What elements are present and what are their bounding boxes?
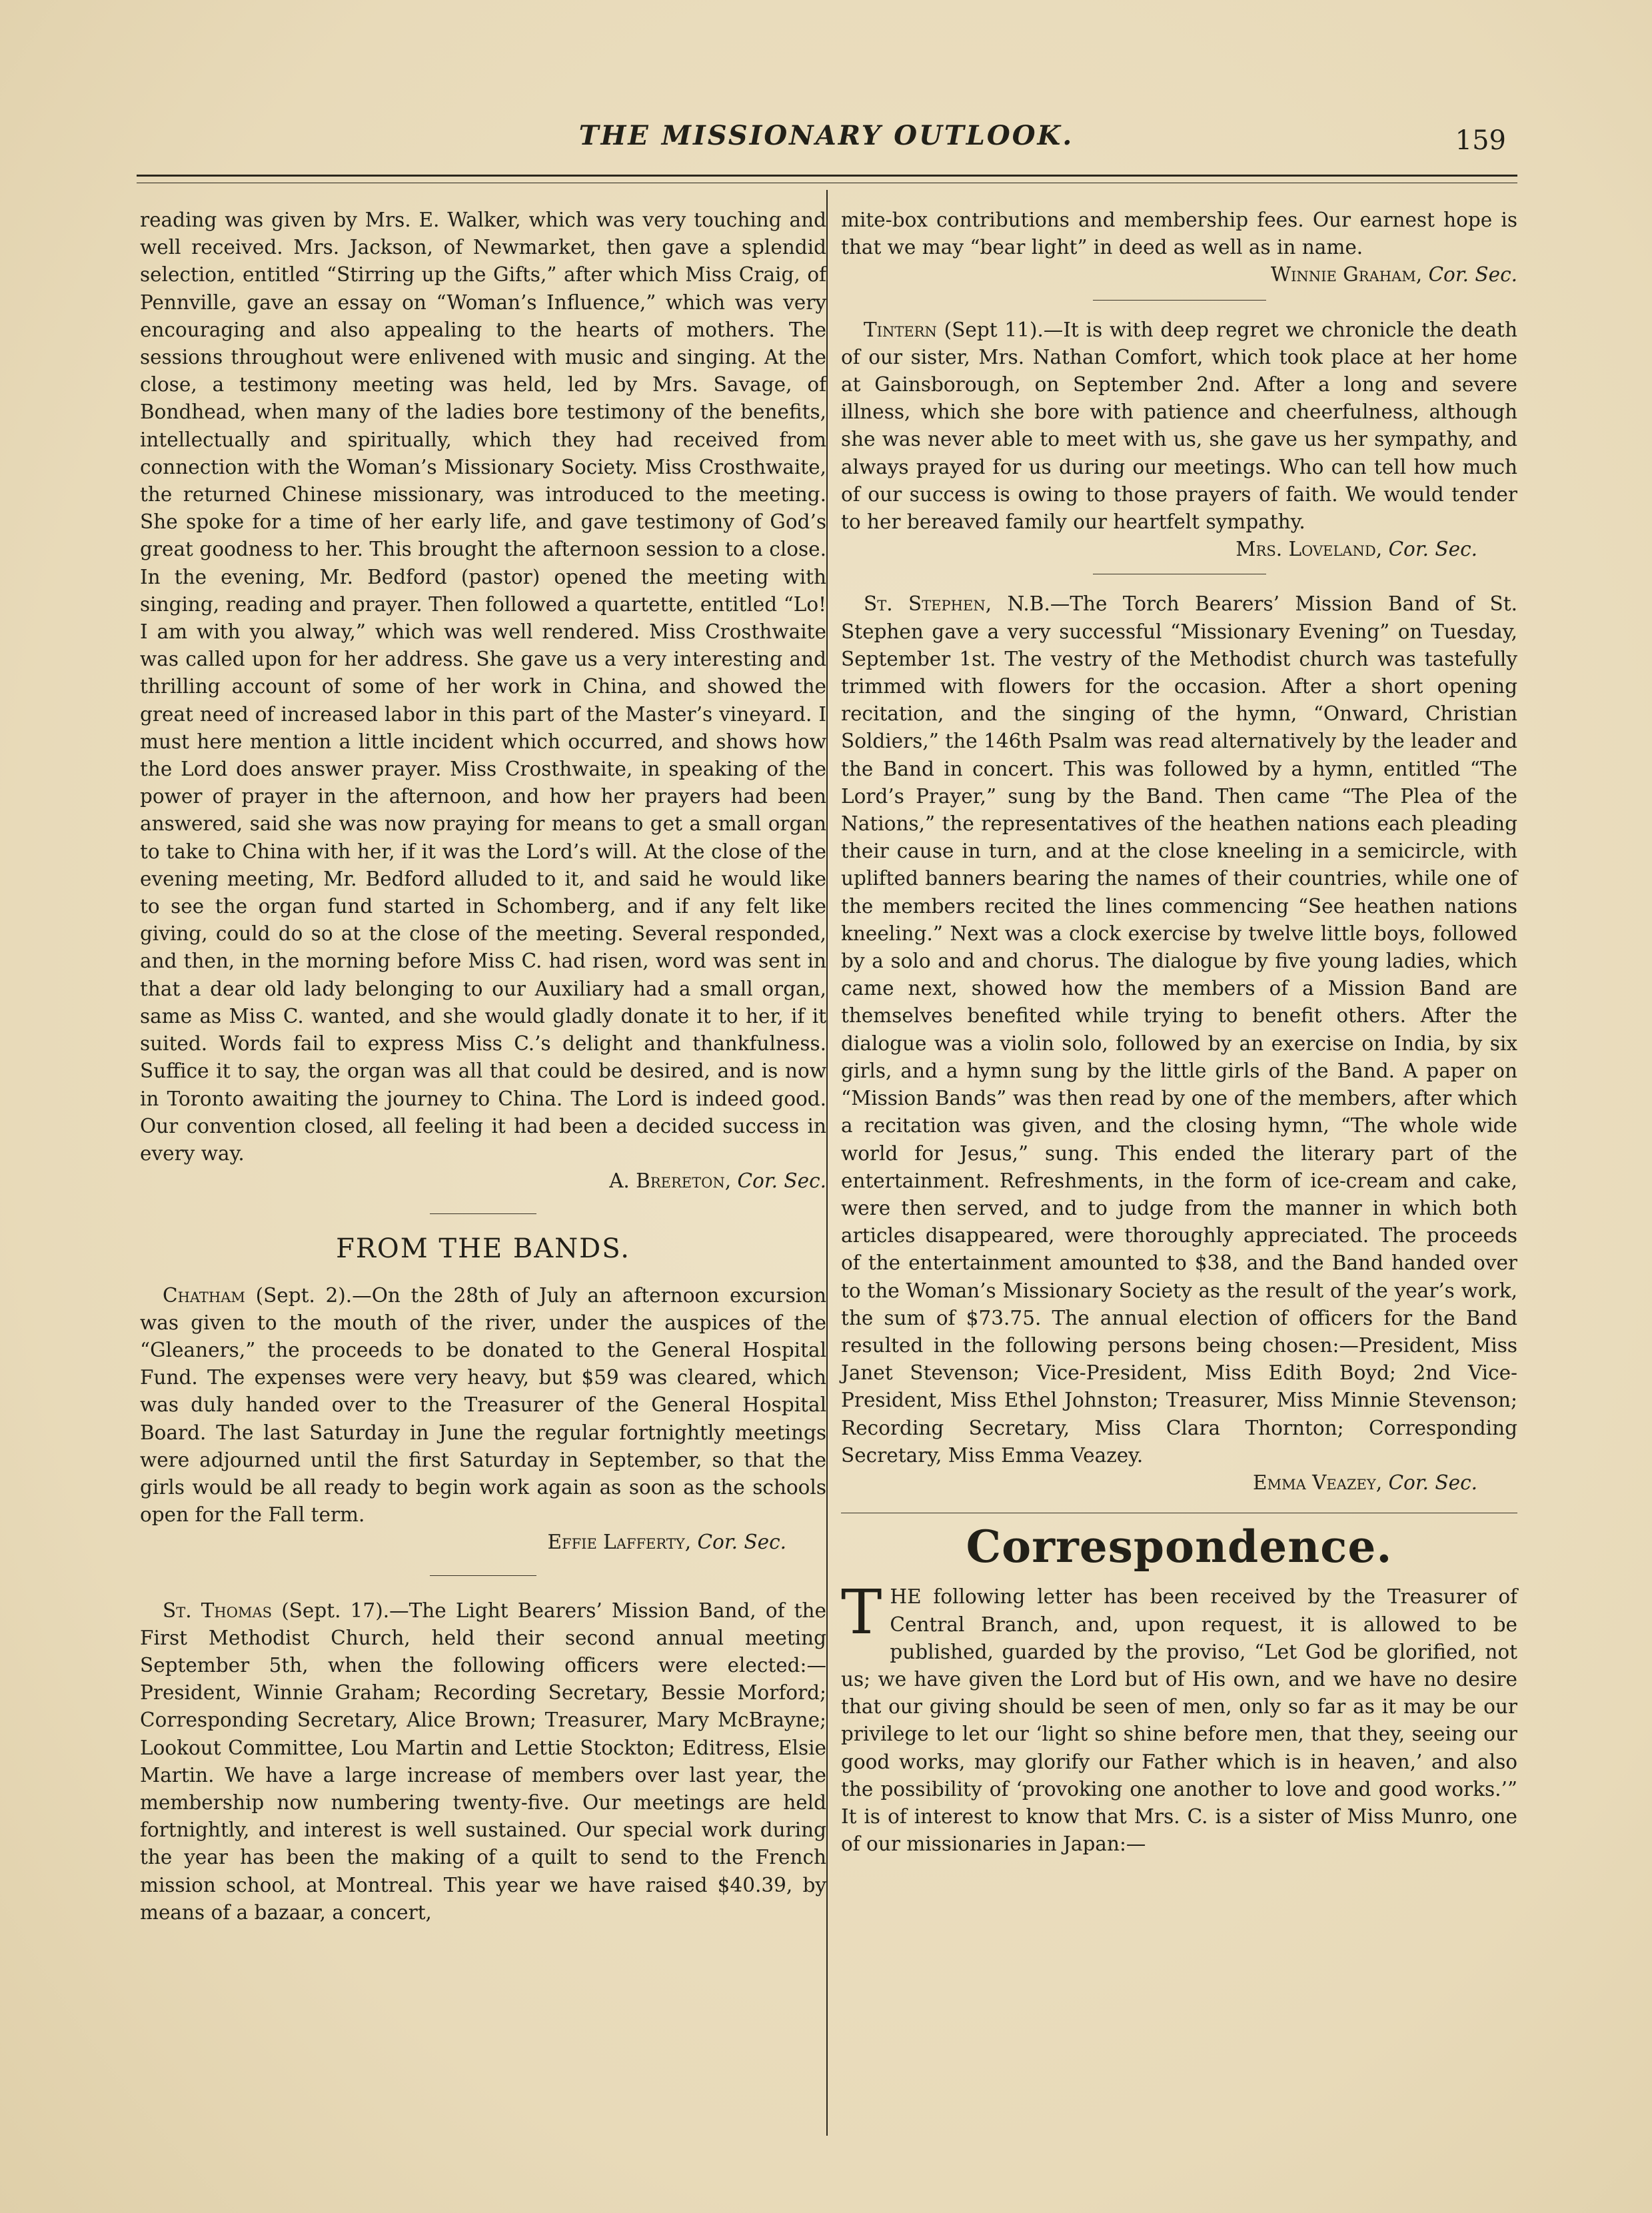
report-body: (Sept. 2).—On the 28th of July an afternoon excursion was given to the mouth of the river, under the auspices of the “Gleaners,” the proceeds to be donated to the General Hospital Fund. The expenses were very heavy, but $59 was cleared, which was duly handed over to the Treasurer of the General Hospital Board. The last Saturday in June the regular fortnightly meetings were adjourned until the first Saturday in September, so that the girls would be all ready to begin work again as soon as the schools open for the Fall term.: [140, 1283, 826, 1527]
tintern-report: [841, 317, 1517, 536]
signature-title: Cor. Sec.: [697, 1531, 786, 1554]
section-heading-bands: FROM THE BANDS.: [336, 1233, 630, 1265]
report-body: —The Torch Bearers’ Mission Band of St. Stephen gave a very successful “Missionary Evening” on Tuesday, September 1st. The vestry of the Methodist church was tastefully trimmed with flowers for the occasion. After a short opening recitation, and the singing of the hymn, “Onward, Christian Soldiers,” the 146th Psalm was read alternatively by the leader and the Band in concert. This was followed by a hymn, entitled “The Lord’s Prayer,” sung by the Band. Then came “The Plea of the Nations,” the representatives of the heathen nations each pleading their cause in turn, and at the close kneeling in a semicircle, with uplifted banners bearing the names of their countries, while one of the members recited the lines commencing “See heathen nations kneeling.” Next was a clock exercise by twelve little boys, followed by a solo and and chorus. The dialogue by five young ladies, which came next, showed how the members of a Mission Band are themselves benefited while trying to benefit others. After the dialogue was a violin solo, followed by an exercise on India, by six girls, and a hymn sung by the little girls of the Band. A paper on “Mission Bands” was then read by one of the members, after which a recitation was given, and the closing hymn, “The whole wide world for Jesus,” sung. This ended the literary part of the entertainment. Refreshments, in the form of ice-cream and cake, were then served, and to judge from the manner in which both articles disappeared, were thoroughly appreciated. The proceeds of the entertainment amounted to $38, and the Band handed over to the Woman’s Missionary Society as the result of the year’s work, the sum of $73.75. The annual election of officers for the Band resulted in the following persons being chosen:—President, Miss Janet Stevenson; Vice-President, Miss Edith Boyd; 2nd Vice-President, Miss Ethel Johnston; Treasurer, Miss Minnie Stevenson; Recording Secretary, Miss Clara Thornton; Corresponding Secretary, Miss Emma Veazey.: [841, 592, 1517, 1467]
signature-title: Cor. Sec.: [1388, 538, 1477, 561]
report-place: St. Thomas: [163, 1599, 273, 1622]
st-thomas-report: [140, 1597, 826, 1926]
signature-name: A. Brereton,: [609, 1169, 732, 1193]
signature-loveland: [841, 536, 1517, 563]
signature-title: Cor. Sec.: [737, 1169, 826, 1193]
correspondence-heading: Correspondence.: [966, 1521, 1393, 1573]
signature-name: Mrs. Loveland,: [1236, 538, 1383, 561]
signature-brereton: [140, 1167, 826, 1195]
correspondence-body: HE following letter has been received by the Treasurer of Central Branch, and, upon request, it is allowed to be published, guarded by the proviso, “Let God be glorified, not us; we have given the Lord but of His own, and we have no desire that our giving should be seen of men, only so far as it may be our privilege to let our ‘light so shine before men, that they, seeing our good works, may glorify our Father which is in heaven,’ and also the possibility of ‘provoking one another to love and good works.’” It is of interest to know that Mrs. C. is a sister of Miss Munro, one of our missionaries in Japan:—: [841, 1585, 1517, 1856]
convention-report-text: reading was given by Mrs. E. Walker, which was very touching and well received. Mrs. Jackson, of Newmarket, then gave a splendid selection, entitled “Stirring up the Gifts,” after which Miss Craig, of Pennville, gave an essay on “Woman’s Influence,” which was very encouraging and also appealing to the hearts of mothers. The sessions throughout were enlivened with music and singing. At the close, a testimony meeting was held, led by Mrs. Savage, of Bondhead, when many of the ladies bore testimony of the benefits, intellectually and spiritually, which they had received from connection with the Woman’s Missionary Society. Miss Crosthwaite, the returned Chinese missionary, was introduced to the meeting. She spoke for a time of her early life, and gave testimony of God’s great goodness to her. This brought the afternoon session to a close. In the evening, Mr. Bedford (pastor) opened the meeting with singing, reading and prayer. Then followed a quartette, entitled “Lo! I am with you alway,” which was well rendered. Miss Crosthwaite was called upon for her address. She gave us a very interesting and thrilling account of some of her work in China, and showed the great need of increased labor in this part of the Master’s vineyard. I must here mention a little incident which occurred, and shows how the Lord does answer prayer. Miss Crosthwaite, in speaking of the power of prayer in the afternoon, and how her prayers had been answered, said she was now praying for means to get a small organ to take to China with her, if it was the Lord’s will. At the close of the evening meeting, Mr. Bedford alluded to it, and said he would like to see the organ fund started in Schomberg, and if any felt like giving, could do so at the close of the meeting. Several responded, and then, in the morning before Miss C. had risen, word was sent in that a dear old lady belonging to our Auxiliary had a small organ, same as Miss C. wanted, and she would gladly donate it to her, if it suited. Words fail to express Miss C.’s delight and thankfulness. Suffice it to say, the organ was all that could be desired, and is now in Toronto awaiting the journey to China. The Lord is indeed good. Our convention closed, all feeling it had been a decided success in every way.: [140, 209, 826, 1165]
signature-name: Effie Lafferty,: [547, 1531, 692, 1554]
section-separator: [430, 1213, 536, 1214]
signature-lafferty: [140, 1529, 826, 1556]
report-body: (Sept 11).—It is with deep regret we chronicle the death of our sister, Mrs. Nathan Comfort, which took place at her home at Gainsborough, on September 2nd. After a long and severe illness, which she bore with patience and cheerfulness, although she was never able to meet with us, she gave us her sympathy, and always prayed for us during our meetings. Who can tell how much of our success is owing to those prayers of faith. We would tender to her bereaved family our heartfelt sympathy.: [841, 318, 1517, 534]
signature-title: Cor. Sec.: [1428, 263, 1517, 287]
st-thomas-continued: mite-box contributions and membership fees. Our earnest hope is that we may “bear light” in deed as well as in name.: [841, 209, 1517, 259]
report-place: St. Stephen, N.B.: [864, 592, 1050, 616]
section-separator: [1093, 300, 1266, 301]
signature-name: Emma Veazey,: [1253, 1471, 1383, 1494]
section-separator: [430, 1575, 536, 1576]
right-column: [841, 207, 1517, 1858]
chatham-report: [140, 1282, 826, 1529]
drop-cap: T: [841, 1577, 882, 1649]
signature-name: Winnie Graham,: [1270, 263, 1423, 287]
report-place: Tintern: [864, 318, 937, 341]
running-header: [133, 120, 1519, 167]
signature-graham: [841, 261, 1517, 289]
left-column: [140, 207, 826, 1926]
st-stephen-report: [841, 590, 1517, 1469]
column-divider: [826, 190, 828, 2136]
signature-veazey: [841, 1469, 1517, 1497]
running-title: THE MISSIONARY OUTLOOK.: [578, 120, 1074, 151]
header-rule: [137, 175, 1517, 177]
correspondence-intro: [841, 1577, 1517, 1858]
signature-title: Cor. Sec.: [1388, 1471, 1477, 1494]
report-place: Chatham: [163, 1283, 245, 1307]
page-number: 159: [1455, 125, 1506, 156]
report-body: (Sept. 17).—The Light Bearers’ Mission Band, of the First Methodist Church, held their second annual meeting September 5th, when the following officers were elected:—President, Winnie Graham; Recording Secretary, Bessie Morford; Corresponding Secretary, Alice Brown; Treasurer, Mary McBrayne; Lookout Committee, Lou Martin and Lettie Stockton; Editress, Elsie Martin. We have a large increase of members over last year, the membership now numbering twenty-five. Our meetings are held fortnightly, and interest is well sustained. Our special work during the year has been the making of a quilt to send to the French mission school, at Montreal. This year we have raised $40.39, by means of a bazaar, a concert,: [140, 1599, 826, 1924]
